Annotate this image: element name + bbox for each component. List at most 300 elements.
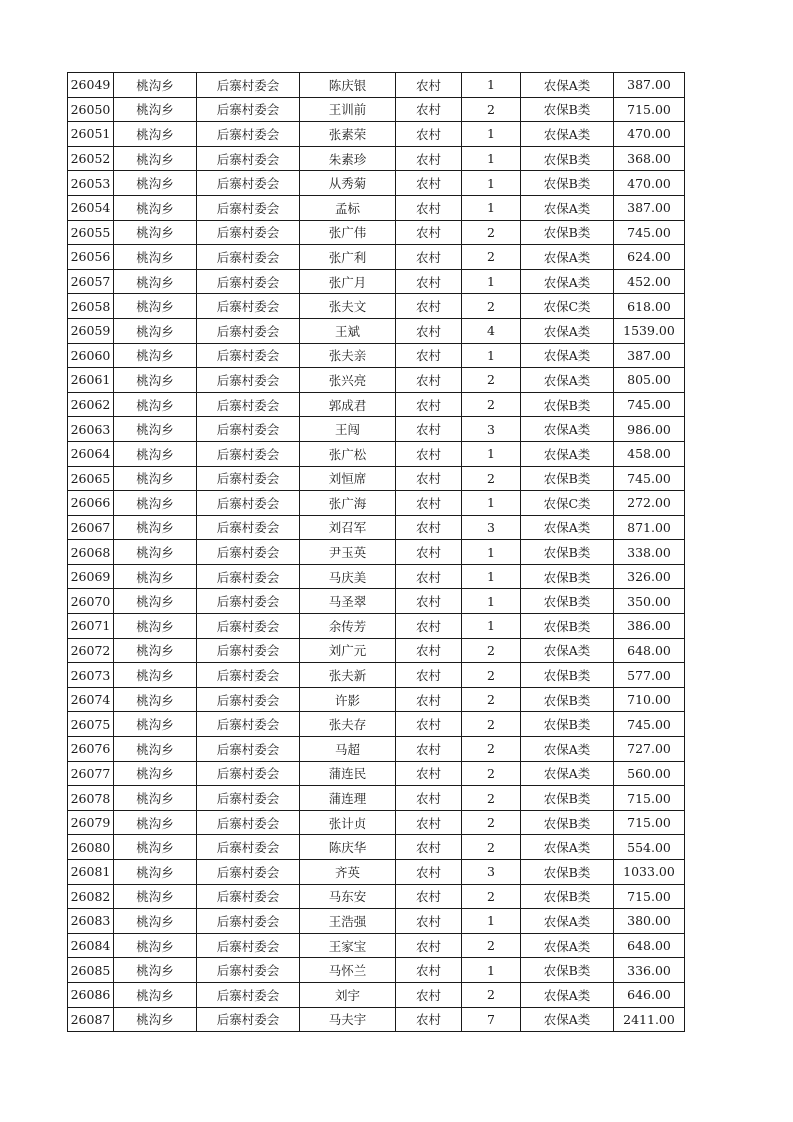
person-count-cell: 1 [462,909,521,934]
household-type-cell: 农村 [396,368,462,393]
name-cell: 张广月 [300,269,396,294]
insurance-category-cell: 农保A类 [521,417,614,442]
household-type-cell: 农村 [396,810,462,835]
record-id-cell: 26076 [68,737,114,762]
record-id-cell: 26055 [68,220,114,245]
record-id-cell: 26062 [68,392,114,417]
name-cell: 马东安 [300,884,396,909]
insurance-category-cell: 农保B类 [521,663,614,688]
table-row [68,835,685,860]
table-row [68,73,685,98]
insurance-category-cell: 农保C类 [521,491,614,516]
person-count-cell: 1 [462,122,521,147]
record-id-cell: 26079 [68,810,114,835]
table-row [68,958,685,983]
table-row [68,245,685,270]
amount-cell: 387.00 [614,73,685,98]
record-id-cell: 26072 [68,638,114,663]
township-cell: 桃沟乡 [114,540,197,565]
name-cell: 余传芳 [300,614,396,639]
amount-cell: 871.00 [614,515,685,540]
record-id-cell: 26068 [68,540,114,565]
name-cell: 刘宇 [300,982,396,1007]
table-row [68,933,685,958]
household-type-cell: 农村 [396,835,462,860]
person-count-cell: 1 [462,958,521,983]
name-cell: 齐英 [300,860,396,885]
household-type-cell: 农村 [396,220,462,245]
amount-cell: 380.00 [614,909,685,934]
name-cell: 马超 [300,737,396,762]
name-cell: 陈庆华 [300,835,396,860]
village-committee-cell: 后寨村委会 [197,245,300,270]
household-type-cell: 农村 [396,786,462,811]
table-row [68,564,685,589]
insurance-category-cell: 农保A类 [521,835,614,860]
insurance-category-cell: 农保A类 [521,195,614,220]
township-cell: 桃沟乡 [114,1007,197,1032]
record-id-cell: 26056 [68,245,114,270]
amount-cell: 1539.00 [614,318,685,343]
record-id-cell: 26060 [68,343,114,368]
amount-cell: 458.00 [614,441,685,466]
household-type-cell: 农村 [396,933,462,958]
table-row [68,1007,685,1032]
person-count-cell: 2 [462,245,521,270]
household-type-cell: 农村 [396,441,462,466]
table-row [68,638,685,663]
table-row [68,860,685,885]
record-id-cell: 26081 [68,860,114,885]
name-cell: 许影 [300,687,396,712]
record-id-cell: 26084 [68,933,114,958]
insurance-category-cell: 农保B类 [521,884,614,909]
person-count-cell: 2 [462,933,521,958]
name-cell: 王家宝 [300,933,396,958]
name-cell: 陈庆银 [300,73,396,98]
name-cell: 刘恒席 [300,466,396,491]
name-cell: 张素荣 [300,122,396,147]
person-count-cell: 4 [462,318,521,343]
amount-cell: 715.00 [614,884,685,909]
name-cell: 蒲连民 [300,761,396,786]
table-row [68,786,685,811]
township-cell: 桃沟乡 [114,343,197,368]
person-count-cell: 1 [462,491,521,516]
household-type-cell: 农村 [396,761,462,786]
amount-cell: 745.00 [614,466,685,491]
person-count-cell: 2 [462,761,521,786]
table-row [68,392,685,417]
beneficiary-table [67,72,685,1032]
amount-cell: 470.00 [614,171,685,196]
name-cell: 刘召军 [300,515,396,540]
township-cell: 桃沟乡 [114,909,197,934]
name-cell: 马夫宇 [300,1007,396,1032]
village-committee-cell: 后寨村委会 [197,491,300,516]
person-count-cell: 1 [462,343,521,368]
amount-cell: 715.00 [614,786,685,811]
insurance-category-cell: 农保A类 [521,515,614,540]
household-type-cell: 农村 [396,540,462,565]
amount-cell: 387.00 [614,343,685,368]
insurance-category-cell: 农保A类 [521,909,614,934]
insurance-category-cell: 农保B类 [521,614,614,639]
township-cell: 桃沟乡 [114,589,197,614]
insurance-category-cell: 农保A类 [521,933,614,958]
township-cell: 桃沟乡 [114,687,197,712]
amount-cell: 648.00 [614,638,685,663]
person-count-cell: 1 [462,171,521,196]
household-type-cell: 农村 [396,171,462,196]
amount-cell: 715.00 [614,810,685,835]
township-cell: 桃沟乡 [114,564,197,589]
township-cell: 桃沟乡 [114,417,197,442]
person-count-cell: 2 [462,392,521,417]
amount-cell: 386.00 [614,614,685,639]
record-id-cell: 26078 [68,786,114,811]
amount-cell: 2411.00 [614,1007,685,1032]
person-count-cell: 3 [462,515,521,540]
name-cell: 张夫新 [300,663,396,688]
township-cell: 桃沟乡 [114,958,197,983]
village-committee-cell: 后寨村委会 [197,97,300,122]
name-cell: 郭成君 [300,392,396,417]
insurance-category-cell: 农保B类 [521,466,614,491]
name-cell: 张广海 [300,491,396,516]
table-row [68,269,685,294]
insurance-category-cell: 农保B类 [521,687,614,712]
insurance-category-cell: 农保B类 [521,589,614,614]
township-cell: 桃沟乡 [114,810,197,835]
name-cell: 马庆美 [300,564,396,589]
household-type-cell: 农村 [396,122,462,147]
person-count-cell: 3 [462,417,521,442]
village-committee-cell: 后寨村委会 [197,564,300,589]
record-id-cell: 26061 [68,368,114,393]
table-row [68,761,685,786]
amount-cell: 272.00 [614,491,685,516]
record-id-cell: 26083 [68,909,114,934]
household-type-cell: 农村 [396,884,462,909]
township-cell: 桃沟乡 [114,122,197,147]
household-type-cell: 农村 [396,614,462,639]
table-row [68,122,685,147]
amount-cell: 470.00 [614,122,685,147]
township-cell: 桃沟乡 [114,171,197,196]
township-cell: 桃沟乡 [114,392,197,417]
village-committee-cell: 后寨村委会 [197,638,300,663]
amount-cell: 350.00 [614,589,685,614]
insurance-category-cell: 农保A类 [521,638,614,663]
household-type-cell: 农村 [396,663,462,688]
township-cell: 桃沟乡 [114,614,197,639]
table-row [68,540,685,565]
table-row [68,294,685,319]
table-row [68,614,685,639]
insurance-category-cell: 农保B类 [521,220,614,245]
person-count-cell: 2 [462,97,521,122]
insurance-category-cell: 农保A类 [521,441,614,466]
table-row [68,97,685,122]
household-type-cell: 农村 [396,73,462,98]
record-id-cell: 26063 [68,417,114,442]
village-committee-cell: 后寨村委会 [197,466,300,491]
amount-cell: 710.00 [614,687,685,712]
household-type-cell: 农村 [396,638,462,663]
village-committee-cell: 后寨村委会 [197,860,300,885]
person-count-cell: 2 [462,466,521,491]
township-cell: 桃沟乡 [114,146,197,171]
amount-cell: 560.00 [614,761,685,786]
township-cell: 桃沟乡 [114,860,197,885]
name-cell: 张兴亮 [300,368,396,393]
township-cell: 桃沟乡 [114,515,197,540]
amount-cell: 986.00 [614,417,685,442]
village-committee-cell: 后寨村委会 [197,392,300,417]
village-committee-cell: 后寨村委会 [197,269,300,294]
village-committee-cell: 后寨村委会 [197,687,300,712]
person-count-cell: 1 [462,564,521,589]
record-id-cell: 26058 [68,294,114,319]
name-cell: 蒲连理 [300,786,396,811]
household-type-cell: 农村 [396,515,462,540]
record-id-cell: 26057 [68,269,114,294]
insurance-category-cell: 农保B类 [521,146,614,171]
table-row [68,171,685,196]
insurance-category-cell: 农保B类 [521,540,614,565]
name-cell: 朱素珍 [300,146,396,171]
person-count-cell: 2 [462,663,521,688]
record-id-cell: 26071 [68,614,114,639]
table-row [68,368,685,393]
person-count-cell: 1 [462,589,521,614]
record-id-cell: 26077 [68,761,114,786]
insurance-category-cell: 农保B类 [521,171,614,196]
village-committee-cell: 后寨村委会 [197,122,300,147]
person-count-cell: 2 [462,835,521,860]
person-count-cell: 1 [462,441,521,466]
person-count-cell: 2 [462,368,521,393]
amount-cell: 618.00 [614,294,685,319]
amount-cell: 554.00 [614,835,685,860]
household-type-cell: 农村 [396,343,462,368]
township-cell: 桃沟乡 [114,761,197,786]
table-row [68,810,685,835]
amount-cell: 452.00 [614,269,685,294]
household-type-cell: 农村 [396,269,462,294]
household-type-cell: 农村 [396,909,462,934]
insurance-category-cell: 农保A类 [521,737,614,762]
name-cell: 从秀菊 [300,171,396,196]
village-committee-cell: 后寨村委会 [197,146,300,171]
table-row [68,589,685,614]
household-type-cell: 农村 [396,318,462,343]
amount-cell: 646.00 [614,982,685,1007]
household-type-cell: 农村 [396,146,462,171]
village-committee-cell: 后寨村委会 [197,909,300,934]
name-cell: 张夫文 [300,294,396,319]
township-cell: 桃沟乡 [114,269,197,294]
village-committee-cell: 后寨村委会 [197,171,300,196]
insurance-category-cell: 农保A类 [521,761,614,786]
table-row [68,909,685,934]
person-count-cell: 2 [462,810,521,835]
record-id-cell: 26059 [68,318,114,343]
person-count-cell: 2 [462,294,521,319]
township-cell: 桃沟乡 [114,441,197,466]
village-committee-cell: 后寨村委会 [197,614,300,639]
township-cell: 桃沟乡 [114,712,197,737]
record-id-cell: 26073 [68,663,114,688]
insurance-category-cell: 农保A类 [521,73,614,98]
person-count-cell: 1 [462,73,521,98]
insurance-category-cell: 农保A类 [521,343,614,368]
person-count-cell: 2 [462,220,521,245]
insurance-category-cell: 农保B类 [521,958,614,983]
record-id-cell: 26074 [68,687,114,712]
name-cell: 张广伟 [300,220,396,245]
amount-cell: 648.00 [614,933,685,958]
township-cell: 桃沟乡 [114,737,197,762]
household-type-cell: 农村 [396,860,462,885]
record-id-cell: 26087 [68,1007,114,1032]
insurance-category-cell: 农保B类 [521,392,614,417]
table-row [68,491,685,516]
insurance-category-cell: 农保A类 [521,318,614,343]
person-count-cell: 2 [462,737,521,762]
record-id-cell: 26053 [68,171,114,196]
person-count-cell: 2 [462,786,521,811]
household-type-cell: 农村 [396,589,462,614]
table-row [68,712,685,737]
village-committee-cell: 后寨村委会 [197,220,300,245]
name-cell: 刘广元 [300,638,396,663]
table-row [68,195,685,220]
amount-cell: 326.00 [614,564,685,589]
insurance-category-cell: 农保A类 [521,269,614,294]
amount-cell: 338.00 [614,540,685,565]
insurance-category-cell: 农保C类 [521,294,614,319]
insurance-category-cell: 农保B类 [521,564,614,589]
record-id-cell: 26075 [68,712,114,737]
insurance-category-cell: 农保A类 [521,368,614,393]
village-committee-cell: 后寨村委会 [197,195,300,220]
table-row [68,146,685,171]
amount-cell: 368.00 [614,146,685,171]
person-count-cell: 1 [462,269,521,294]
household-type-cell: 农村 [396,1007,462,1032]
amount-cell: 336.00 [614,958,685,983]
village-committee-cell: 后寨村委会 [197,343,300,368]
record-id-cell: 26054 [68,195,114,220]
name-cell: 尹玉英 [300,540,396,565]
table-row [68,687,685,712]
household-type-cell: 农村 [396,737,462,762]
household-type-cell: 农村 [396,958,462,983]
village-committee-cell: 后寨村委会 [197,982,300,1007]
person-count-cell: 7 [462,1007,521,1032]
village-committee-cell: 后寨村委会 [197,835,300,860]
village-committee-cell: 后寨村委会 [197,318,300,343]
record-id-cell: 26052 [68,146,114,171]
record-id-cell: 26067 [68,515,114,540]
village-committee-cell: 后寨村委会 [197,663,300,688]
township-cell: 桃沟乡 [114,884,197,909]
amount-cell: 805.00 [614,368,685,393]
township-cell: 桃沟乡 [114,491,197,516]
insurance-category-cell: 农保B类 [521,97,614,122]
record-id-cell: 26064 [68,441,114,466]
township-cell: 桃沟乡 [114,638,197,663]
township-cell: 桃沟乡 [114,933,197,958]
record-id-cell: 26069 [68,564,114,589]
township-cell: 桃沟乡 [114,294,197,319]
amount-cell: 745.00 [614,392,685,417]
record-id-cell: 26050 [68,97,114,122]
household-type-cell: 农村 [396,97,462,122]
township-cell: 桃沟乡 [114,982,197,1007]
record-id-cell: 26051 [68,122,114,147]
record-id-cell: 26066 [68,491,114,516]
amount-cell: 745.00 [614,712,685,737]
record-id-cell: 26080 [68,835,114,860]
township-cell: 桃沟乡 [114,97,197,122]
insurance-category-cell: 农保B类 [521,810,614,835]
table-row [68,318,685,343]
amount-cell: 387.00 [614,195,685,220]
person-count-cell: 2 [462,712,521,737]
record-id-cell: 26086 [68,982,114,1007]
record-id-cell: 26049 [68,73,114,98]
township-cell: 桃沟乡 [114,368,197,393]
person-count-cell: 2 [462,638,521,663]
name-cell: 王训前 [300,97,396,122]
township-cell: 桃沟乡 [114,835,197,860]
village-committee-cell: 后寨村委会 [197,712,300,737]
table-row [68,663,685,688]
household-type-cell: 农村 [396,294,462,319]
record-id-cell: 26070 [68,589,114,614]
amount-cell: 1033.00 [614,860,685,885]
household-type-cell: 农村 [396,417,462,442]
village-committee-cell: 后寨村委会 [197,933,300,958]
name-cell: 马怀兰 [300,958,396,983]
name-cell: 孟标 [300,195,396,220]
record-id-cell: 26082 [68,884,114,909]
township-cell: 桃沟乡 [114,786,197,811]
person-count-cell: 2 [462,687,521,712]
village-committee-cell: 后寨村委会 [197,810,300,835]
village-committee-cell: 后寨村委会 [197,368,300,393]
person-count-cell: 3 [462,860,521,885]
insurance-category-cell: 农保B类 [521,860,614,885]
table-row [68,982,685,1007]
village-committee-cell: 后寨村委会 [197,441,300,466]
insurance-category-cell: 农保B类 [521,786,614,811]
township-cell: 桃沟乡 [114,195,197,220]
household-type-cell: 农村 [396,195,462,220]
table-row [68,417,685,442]
person-count-cell: 1 [462,146,521,171]
household-type-cell: 农村 [396,491,462,516]
village-committee-cell: 后寨村委会 [197,958,300,983]
name-cell: 王浩强 [300,909,396,934]
amount-cell: 745.00 [614,220,685,245]
table-row [68,884,685,909]
table-row [68,220,685,245]
table-row [68,466,685,491]
